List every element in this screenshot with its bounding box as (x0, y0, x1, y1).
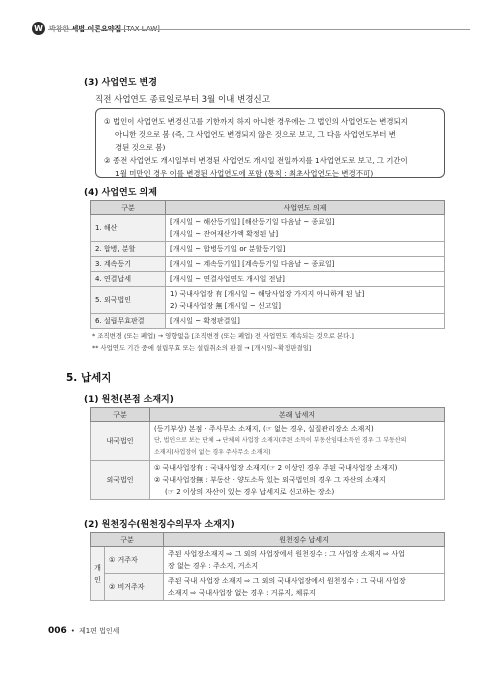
section-5-heading: 5. 납세지 (66, 372, 112, 384)
logo-icon: W (32, 22, 45, 35)
footnotes (92, 330, 354, 354)
table-row (91, 461, 445, 500)
row-label: 외국법인 (91, 461, 150, 500)
group-label: 개인 (91, 547, 105, 601)
subsection-1-heading: (1) 원천(본점 소재지) (84, 395, 174, 405)
table-row (91, 314, 445, 329)
table-row (91, 272, 445, 287)
note-line: 아니한 것으로 봄 (즉, 그 사업연도 변경되지 않은 것으로 보고, 그 다음 사업연도부터 변 (115, 130, 396, 139)
table-row (91, 287, 445, 314)
row-label: 3. 계속등기 (91, 257, 166, 272)
section-4-heading: (4) 사업연도 의제 (84, 188, 157, 198)
table-header: 구분 (91, 408, 150, 422)
row-value: [개시일 ~ 합병등기일 or 분할등기일] (166, 242, 445, 257)
row-value: ① 국내사업장有 : 국내사업장 소재지(☞ 2 이상인 경우 주된 국내사업장 소재지) ② 국내사업장無 : 부동산 · 양도소득 있는 외국법인의 경우 그 자산의 소재지 (☞ 2 이상의 자산이 있는 경우 납세지로 신고하는 장소) (150, 461, 445, 500)
row-label: ① 거주자 (104, 547, 163, 574)
row-value: [개시일 ~ 계속등기일] [계속등기일 다음날 ~ 종료일] (166, 257, 445, 272)
row-value: 주된 국내 사업장 소재지 ⇨ 그 외의 국내사업장에서 원천징수 : 그 국내 사업장 소재지 ⇨ 국내사업장 없는 경우 : 거류지, 체류지 (164, 574, 445, 601)
withholding-table (90, 532, 445, 601)
table-row (91, 257, 445, 272)
header-divider (48, 29, 470, 30)
note-line: 경된 것으로 봄) (115, 143, 166, 152)
footnote: * 조직변경 (또는 폐업) → 영향없음 [조직변경 (또는 폐업) 전 사업연도 계속되는 것으로 본다.] (92, 332, 354, 340)
table-row (91, 422, 445, 461)
row-value: 주된 사업장소재지 ⇨ 그 외의 사업장에서 원천징수 : 그 사업장 소재지 ⇨ 사업 장 없는 경우 : 주소지, 거소지 (164, 547, 445, 574)
row-value: (등기부상) 본점 · 주사무소 소재지, (☞ 없는 경우, 실질관리장소 소재지) 단, 법인으로 보는 단체 → 단체의 사업장 소재지(주된 소득이 부동산임대소득인 경우 그 부동산의 소재지(사업장이 없는 경우 주사무소 소재지) (150, 422, 445, 461)
footnote: ** 사업연도 기간 중에 설립무효 또는 설립취소의 판결 → [개시일~확정판결일] (92, 344, 312, 352)
page-footer (48, 626, 119, 636)
row-value: [개시일 ~ 해산등기일] [해산등기일 다음날 ~ 종료일] [개시일 ~ 잔여재산가액 확정된 날] (166, 215, 445, 242)
table-header: 구분 (91, 533, 164, 547)
row-label: 6. 설립무효판결 (91, 314, 166, 329)
table-row (91, 242, 445, 257)
row-label: 1. 해산 (91, 215, 166, 242)
table-row (91, 215, 445, 242)
row-label: 내국법인 (91, 422, 150, 461)
fiscal-year-table (90, 200, 445, 329)
table-header: 구분 (91, 201, 166, 215)
row-value: [개시일 ~ 연결사업연도 개시일 전날] (166, 272, 445, 287)
row-label: ② 비거주자 (104, 574, 163, 601)
chapter-title: 제1편 법인세 (78, 627, 120, 635)
row-value: [개시일 ~ 확정판결일] (166, 314, 445, 329)
row-label: 4. 연결납세 (91, 272, 166, 287)
tax-place-table (90, 407, 445, 500)
section-3-heading: (3) 사업연도 변경 (84, 78, 157, 88)
page-number: 006 (48, 626, 67, 636)
header-title: 박창한 세법 이론요약집 [TAX LAW] (49, 24, 160, 33)
table-header: 원천징수 납세지 (164, 533, 445, 547)
section-3-note-box (95, 108, 445, 178)
row-label: 5. 외국법인 (91, 287, 166, 314)
subsection-2-heading: (2) 원천징수(원천징수의무자 소재지) (84, 520, 235, 530)
table-row (91, 574, 445, 601)
note-line: ② 종전 사업연도 개시일부터 변경된 사업연도 개시일 전일까지를 1사업연도로 보고, 그 기간이 (104, 156, 408, 165)
row-label: 2. 합병, 분할 (91, 242, 166, 257)
table-header: 본래 납세지 (150, 408, 445, 422)
table-row (91, 547, 445, 574)
row-value: 1) 국내사업장 有 [개시일 ~ 해당사업장 가지지 아니하게 된 날] 2) 국내사업장 無 [개시일 ~ 신고일] (166, 287, 445, 314)
bullet: • (70, 627, 75, 635)
section-3-desc: 직전 사업연도 종료일로부터 3월 이내 변경신고 (95, 95, 270, 105)
table-header: 사업연도 의제 (166, 201, 445, 215)
note-line: ① 법인이 사업연도 변경신고를 기한까지 하지 아니한 경우에는 그 법인의 사업연도는 변경되지 (104, 117, 408, 126)
note-line: 1월 미만인 경우 이를 변경된 사업연도에 포함 (통칙 : 최초사업연도는 변경不可) (115, 169, 374, 178)
